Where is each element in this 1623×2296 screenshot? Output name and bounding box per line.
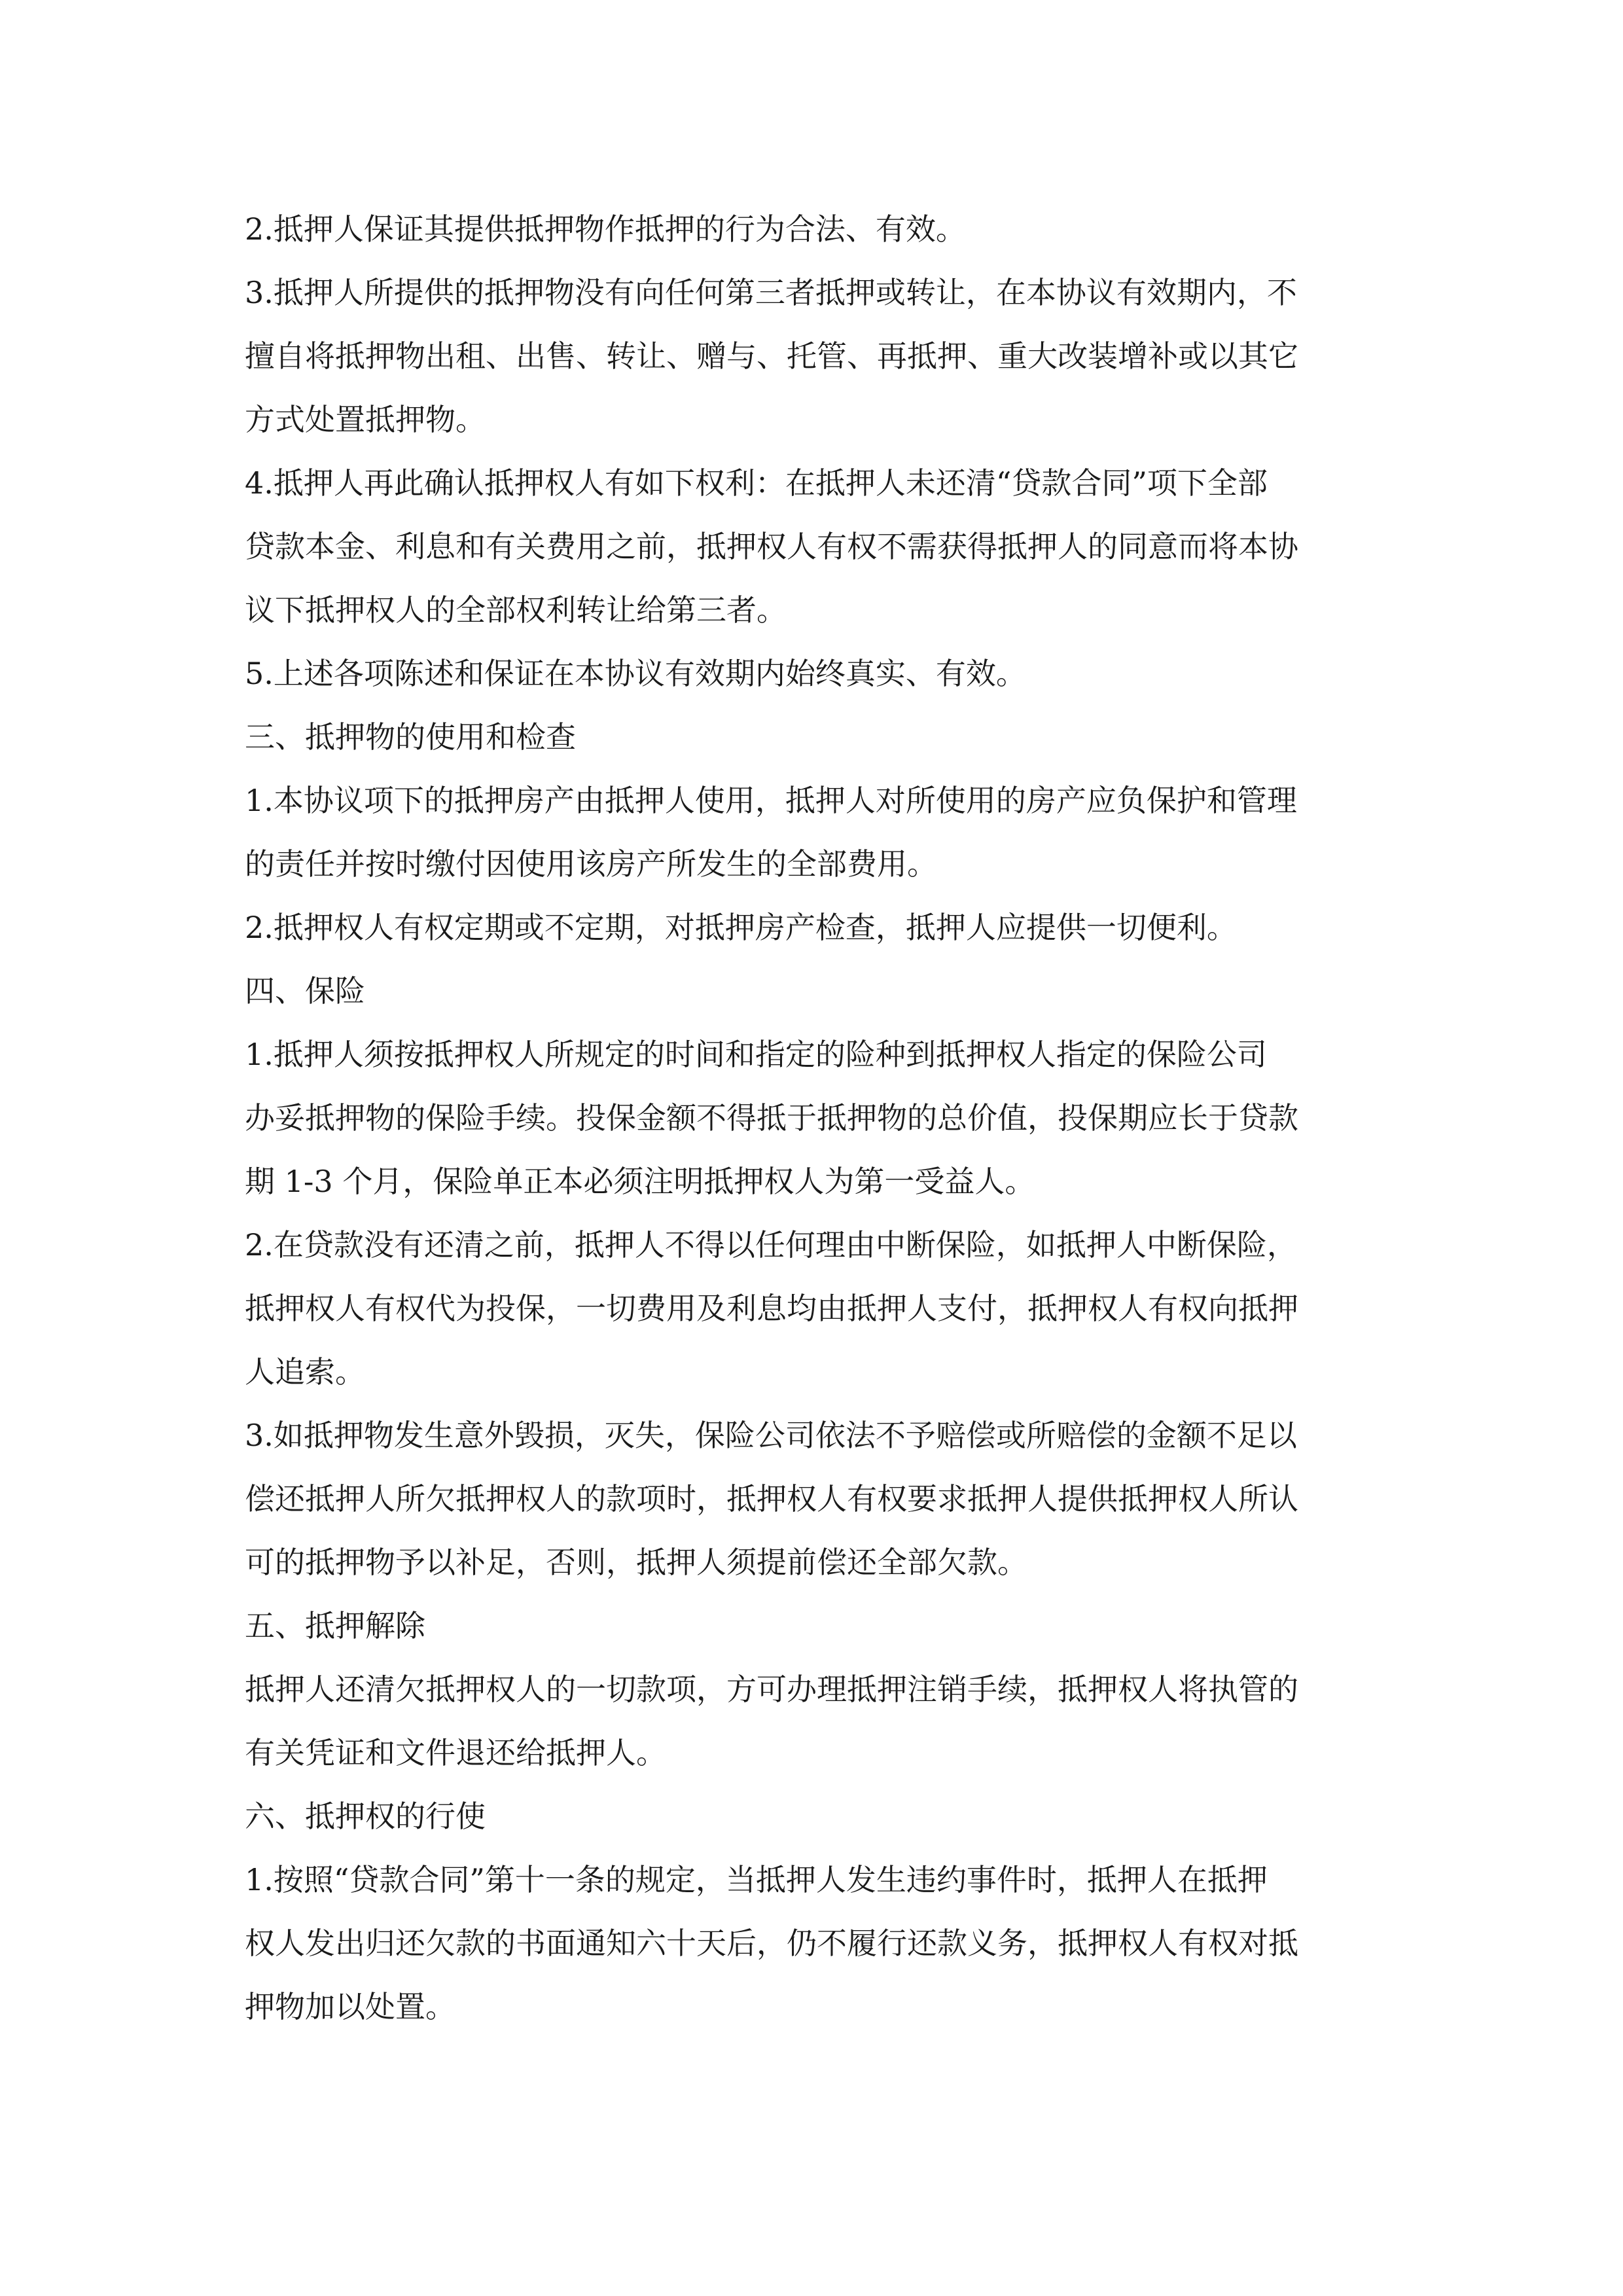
clause-4-line-2: 贷款本金、利息和有关费用之前，抵押权人有权不需获得抵押人的同意而将本协	[245, 529, 1298, 564]
section-6-heading: 六、抵押权的行使	[245, 1799, 486, 1834]
section-3-clause-1-line-1: 1.本协议项下的抵押房产由抵押人使用，抵押人对所使用的房产应负保护和管理	[245, 783, 1297, 818]
section-6-clause-1-line-2: 权人发出归还欠款的书面通知六十天后，仍不履行还款义务，抵押权人有权对抵	[245, 1926, 1298, 1961]
clause-3-line-3: 方式处置抵押物。	[245, 402, 486, 437]
section-4-clause-1-line-2: 办妥抵押物的保险手续。投保金额不得抵于抵押物的总价值，投保期应长于贷款	[245, 1100, 1298, 1136]
section-3-clause-2-line-1: 2.抵押权人有权定期或不定期，对抵押房产检查，抵押人应提供一切便利。	[245, 910, 1237, 945]
section-4-clause-3-line-3: 可的抵押物予以补足，否则，抵押人须提前偿还全部欠款。	[245, 1545, 1027, 1580]
section-3-clause-1-line-2: 的责任并按时缴付因使用该房产所发生的全部费用。	[245, 846, 937, 882]
section-5-heading: 五、抵押解除	[245, 1608, 425, 1643]
clause-5-line-1: 5.上述各项陈述和保证在本协议有效期内始终真实、有效。	[245, 656, 1026, 691]
section-5-text-line-2: 有关凭证和文件退还给抵押人。	[245, 1735, 666, 1770]
section-4-clause-2-line-3: 人追索。	[245, 1354, 365, 1390]
section-4-clause-2-line-1: 2.在贷款没有还清之前，抵押人不得以任何理由中断保险，如抵押人中断保险，	[245, 1227, 1297, 1263]
section-4-clause-3-line-2: 偿还抵押人所欠抵押权人的款项时，抵押权人有权要求抵押人提供抵押权人所认	[245, 1481, 1298, 1516]
clause-3-line-1: 3.抵押人所提供的抵押物没有向任何第三者抵押或转让，在本协议有效期内，不	[245, 275, 1297, 310]
section-4-clause-1-line-1: 1.抵押人须按抵押权人所规定的时间和指定的险种到抵押权人指定的保险公司	[245, 1037, 1267, 1072]
section-3-heading: 三、抵押物的使用和检查	[245, 719, 576, 755]
section-4-clause-3-line-1: 3.如抵押物发生意外毁损，灭失，保险公司依法不予赔偿或所赔偿的金额不足以	[245, 1418, 1297, 1453]
document-body	[245, 198, 1381, 2039]
section-4-clause-2-line-2: 抵押权人有权代为投保，一切费用及利息均由抵押人支付，抵押权人有权向抵押	[245, 1291, 1298, 1326]
clause-4-line-1: 4.抵押人再此确认抵押权人有如下权利：在抵押人未还清“贷款合同”项下全部	[245, 465, 1268, 501]
section-6-clause-1-line-1: 1.按照“贷款合同”第十一条的规定，当抵押人发生违约事件时，抵押人在抵押	[245, 1862, 1268, 1897]
section-6-clause-1-line-3: 押物加以处置。	[245, 1989, 455, 2024]
section-4-heading: 四、保险	[245, 973, 365, 1009]
clause-4-line-3: 议下抵押权人的全部权利转让给第三者。	[245, 592, 787, 628]
clause-3-line-2: 擅自将抵押物出租、出售、转让、赠与、托管、再抵押、重大改装增补或以其它	[245, 338, 1298, 374]
section-4-clause-1-line-3: 期 1-3 个月，保险单正本必须注明抵押权人为第一受益人。	[245, 1164, 1035, 1199]
section-5-text-line-1: 抵押人还清欠抵押权人的一切款项，方可办理抵押注销手续，抵押权人将执管的	[245, 1672, 1298, 1707]
clause-2-line-1: 2.抵押人保证其提供抵押物作抵押的行为合法、有效。	[245, 211, 966, 247]
